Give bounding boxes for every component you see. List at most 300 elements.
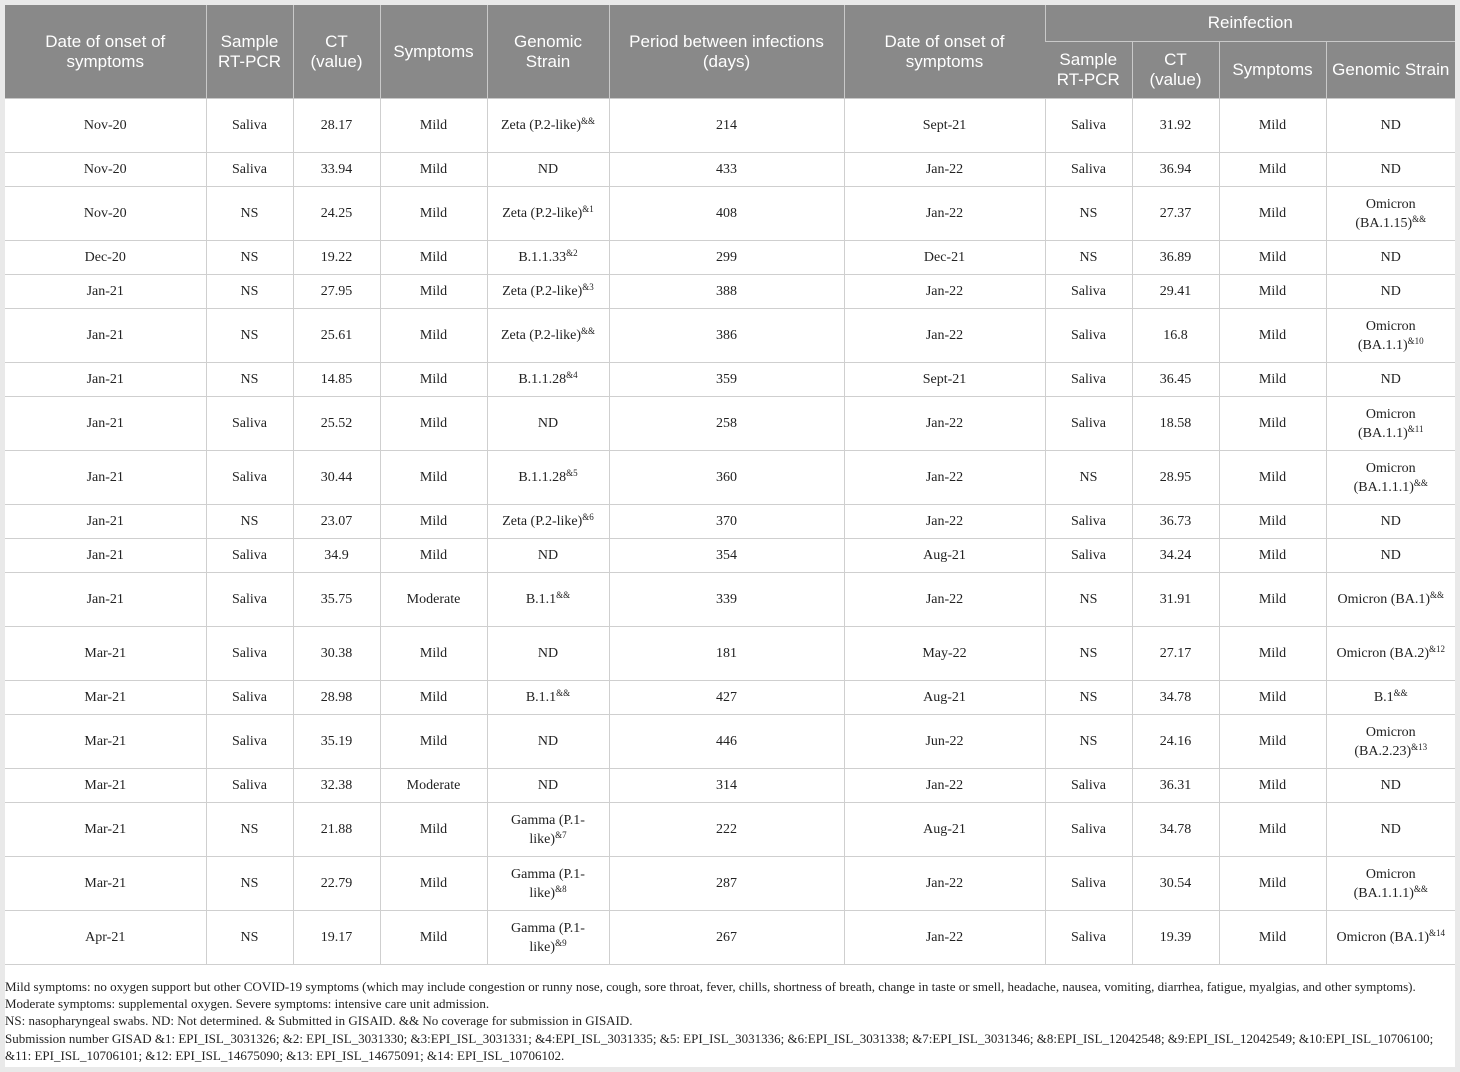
cell-reinfection-symptoms-text: Mild [1258,548,1287,563]
cell-ct [293,397,380,451]
cell-ct-text: 35.19 [320,734,353,749]
table-row [5,681,1455,715]
cell-reinfection-date-onset [844,681,1045,715]
footnote-marker: &13 [1411,741,1428,752]
cell-genomic-strain-text: ND [537,162,559,177]
cell-genomic-strain [487,681,609,715]
cell-reinfection-ct-text: 24.16 [1159,734,1192,749]
cell-reinfection-date-onset-text: Jan-22 [925,592,964,607]
cell-ct [293,715,380,769]
cell-symptoms [380,681,487,715]
cell-sample-text: Saliva [232,734,267,749]
cell-symptoms-text: Mild [419,118,448,133]
cell-reinfection-sample-text: Saliva [1071,372,1106,387]
cell-reinfection-symptoms-text: Mild [1258,690,1287,705]
cell-sample [206,539,293,573]
cell-reinfection-symptoms [1219,505,1326,539]
cell-reinfection-ct [1132,275,1219,309]
cell-period-days [609,241,844,275]
cell-ct-text: 23.07 [320,514,353,529]
cell-reinfection-strain-text: ND [1380,548,1401,563]
cell-reinfection-symptoms [1219,627,1326,681]
cell-symptoms [380,573,487,627]
cell-reinfection-sample-text: NS [1079,206,1098,221]
cell-genomic-strain [487,505,609,539]
cell-ct-text: 19.17 [320,930,353,945]
cell-ct [293,363,380,397]
cell-reinfection-symptoms-text: Mild [1258,470,1287,485]
cell-genomic-strain [487,627,609,681]
cell-reinfection-symptoms-text: Mild [1258,328,1287,343]
cell-symptoms [380,241,487,275]
cell-reinfection-sample [1045,397,1132,451]
footnote-marker: && [581,116,596,126]
cell-date-onset-text: Mar-21 [84,822,127,837]
cell-reinfection-strain [1326,397,1455,451]
cell-period-days [609,153,844,187]
cell-genomic-strain-text: Zeta (P.2-like) [502,284,583,299]
cell-symptoms-text: Mild [419,470,448,485]
cell-ct [293,99,380,153]
col-header-symptoms: Symptoms [380,5,487,99]
table-row [5,505,1455,539]
cell-reinfection-strain-text: B.1 [1373,690,1394,705]
cell-symptoms [380,451,487,505]
cell-reinfection-sample [1045,627,1132,681]
cell-sample-text: Saliva [232,778,267,793]
table-row [5,99,1455,153]
cell-symptoms-text: Mild [419,372,448,387]
cell-reinfection-strain [1326,681,1455,715]
cell-reinfection-symptoms [1219,275,1326,309]
cell-reinfection-strain-text: Omicron (BA.1.15) [1355,196,1416,231]
footnote-marker: &6 [582,512,594,522]
cell-genomic-strain [487,397,609,451]
col-header-date-onset: Date of onset of symptoms [5,5,206,99]
cell-genomic-strain-text: Gamma (P.1-like) [511,812,585,847]
cell-reinfection-symptoms [1219,681,1326,715]
cell-reinfection-strain [1326,857,1455,911]
cell-reinfection-ct [1132,681,1219,715]
cell-ct-text: 21.88 [320,822,353,837]
cell-reinfection-date-onset [844,857,1045,911]
cell-reinfection-date-onset-text: Jan-22 [925,328,964,343]
cell-reinfection-date-onset-text: Jan-22 [925,206,964,221]
cell-sample [206,857,293,911]
cell-reinfection-date-onset [844,769,1045,803]
cell-reinfection-sample-text: Saliva [1071,876,1106,891]
cell-reinfection-date-onset-text: Jan-22 [925,470,964,485]
cell-reinfection-date-onset-text: Jan-22 [925,876,964,891]
cell-reinfection-ct-text: 36.94 [1159,162,1192,177]
cell-reinfection-strain [1326,505,1455,539]
cell-sample-text: Saliva [232,592,267,607]
cell-symptoms-text: Mild [419,930,448,945]
cell-reinfection-date-onset-text: Jun-22 [925,734,964,749]
cell-sample-text: Saliva [232,646,267,661]
cell-sample-text: Saliva [232,548,267,563]
footnote-marker: &10 [1407,335,1424,346]
cell-sample [206,715,293,769]
cell-reinfection-ct [1132,153,1219,187]
cell-symptoms-text: Mild [419,690,448,705]
cell-reinfection-ct-text: 16.8 [1163,328,1188,343]
col-header-ct: CT (value) [293,5,380,99]
cell-reinfection-symptoms [1219,803,1326,857]
cell-reinfection-symptoms [1219,363,1326,397]
cell-period-days-text: 287 [716,876,737,891]
cell-sample-text: Saliva [232,470,267,485]
cell-symptoms-text: Mild [419,734,448,749]
cell-reinfection-strain [1326,451,1455,505]
cell-genomic-strain [487,857,609,911]
cell-reinfection-ct-text: 31.92 [1159,118,1192,133]
cell-reinfection-symptoms-text: Mild [1258,930,1287,945]
cell-sample-text: NS [240,930,259,945]
cell-ct [293,451,380,505]
cell-symptoms-text: Mild [419,822,448,837]
cell-reinfection-date-onset-text: Aug-21 [923,690,966,705]
cell-sample [206,627,293,681]
cell-genomic-strain-text: ND [537,416,559,431]
cell-date-onset-text: Jan-21 [86,592,124,607]
cell-reinfection-ct-text: 36.45 [1159,372,1192,387]
cell-reinfection-strain-text: ND [1380,162,1401,177]
cell-reinfection-symptoms [1219,911,1326,965]
cell-ct [293,539,380,573]
cell-reinfection-date-onset-text: Aug-21 [923,548,966,563]
cell-reinfection-symptoms [1219,309,1326,363]
cell-reinfection-ct-text: 28.95 [1159,470,1192,485]
cell-genomic-strain-text: B.1.1 [525,690,557,705]
cell-date-onset-text: Jan-21 [86,548,124,563]
cell-ct-text: 34.9 [324,548,349,563]
table-row [5,715,1455,769]
cell-reinfection-ct [1132,911,1219,965]
cell-period-days [609,275,844,309]
cell-reinfection-ct-text: 30.54 [1159,876,1192,891]
cell-symptoms [380,397,487,451]
cell-ct [293,309,380,363]
cell-period-days-text: 427 [716,690,737,705]
cell-reinfection-date-onset [844,505,1045,539]
cell-genomic-strain [487,803,609,857]
cell-date-onset-text: Nov-20 [83,118,127,133]
cell-sample [206,153,293,187]
footnote-marker: &8 [555,883,567,894]
cell-period-days [609,627,844,681]
cell-reinfection-sample [1045,539,1132,573]
cell-date-onset [5,309,206,363]
cell-reinfection-sample [1045,275,1132,309]
table-row [5,627,1455,681]
cell-reinfection-strain [1326,573,1455,627]
table-row [5,187,1455,241]
footnote-marker: &9 [555,937,567,948]
cell-reinfection-strain [1326,715,1455,769]
cell-ct [293,187,380,241]
cell-reinfection-date-onset [844,363,1045,397]
cell-genomic-strain [487,309,609,363]
cell-reinfection-strain-text: ND [1380,514,1401,529]
cell-reinfection-sample-text: NS [1079,250,1098,265]
cell-symptoms-text: Mild [419,250,448,265]
cell-sample [206,911,293,965]
table-footnotes [5,978,1455,1064]
cell-date-onset [5,397,206,451]
cell-reinfection-strain [1326,539,1455,573]
cell-reinfection-date-onset [844,715,1045,769]
cell-reinfection-strain-text: Omicron (BA.1.1.1) [1353,866,1416,901]
cell-genomic-strain-text: ND [537,734,559,749]
cell-ct [293,769,380,803]
cell-reinfection-date-onset [844,451,1045,505]
cell-date-onset-text: Nov-20 [83,162,127,177]
cell-period-days [609,397,844,451]
cell-reinfection-sample-text: Saliva [1071,162,1106,177]
table-row [5,153,1455,187]
cell-reinfection-sample [1045,681,1132,715]
cell-reinfection-strain [1326,911,1455,965]
cell-sample [206,363,293,397]
col-group-reinfection: Reinfection [1045,5,1455,42]
cell-sample-text: Saliva [232,416,267,431]
cell-genomic-strain-text: Gamma (P.1-like) [511,866,585,901]
cell-symptoms [380,99,487,153]
cell-reinfection-ct-text: 34.78 [1159,822,1192,837]
cell-reinfection-strain-text: ND [1380,778,1401,793]
cell-reinfection-ct [1132,99,1219,153]
cell-period-days-text: 386 [716,328,737,343]
cell-date-onset-text: Jan-21 [86,328,124,343]
cell-ct [293,911,380,965]
cell-reinfection-symptoms-text: Mild [1258,876,1287,891]
cell-reinfection-strain-text: Omicron (BA.2) [1336,646,1430,661]
cell-period-days-text: 388 [716,284,737,299]
cell-ct-text: 32.38 [320,778,353,793]
cell-ct [293,803,380,857]
cell-date-onset-text: Jan-21 [86,284,124,299]
cell-reinfection-symptoms [1219,397,1326,451]
cell-genomic-strain [487,715,609,769]
table-row [5,803,1455,857]
cell-date-onset-text: Dec-20 [84,250,126,265]
cell-date-onset [5,539,206,573]
cell-date-onset [5,573,206,627]
cell-period-days [609,451,844,505]
cell-symptoms [380,769,487,803]
cell-reinfection-symptoms-text: Mild [1258,646,1287,661]
cell-genomic-strain-text: Gamma (P.1-like) [511,920,585,955]
cell-reinfection-symptoms [1219,153,1326,187]
cell-period-days [609,539,844,573]
col-header-reinfection-symptoms: Symptoms [1219,42,1326,99]
cell-reinfection-symptoms [1219,241,1326,275]
cell-reinfection-ct [1132,309,1219,363]
cell-sample-text: Saliva [232,118,267,133]
cell-reinfection-symptoms [1219,573,1326,627]
cell-reinfection-strain-text: Omicron (BA.1) [1337,592,1431,607]
footnote-marker: && [1413,883,1428,894]
cell-symptoms-text: Mild [419,514,448,529]
cell-ct-text: 14.85 [320,372,353,387]
cell-reinfection-symptoms [1219,539,1326,573]
table-header [5,5,1455,99]
cell-reinfection-sample-text: Saliva [1071,930,1106,945]
cell-symptoms-text: Mild [419,876,448,891]
footnote-marker: &5 [566,468,578,478]
cell-reinfection-date-onset-text: Jan-22 [925,778,964,793]
cell-ct-text: 28.98 [320,690,353,705]
cell-sample-text: NS [240,206,259,221]
cell-reinfection-date-onset-text: Dec-21 [923,250,966,265]
cell-ct-text: 28.17 [320,118,353,133]
cell-genomic-strain-text: Zeta (P.2-like) [502,206,583,221]
cell-period-days-text: 339 [716,592,737,607]
cell-reinfection-sample-text: Saliva [1071,514,1106,529]
cell-reinfection-symptoms-text: Mild [1258,514,1287,529]
cell-reinfection-symptoms-text: Mild [1258,118,1287,133]
footnote-marker: &7 [555,829,567,840]
cell-period-days-text: 370 [716,514,737,529]
cell-reinfection-ct-text: 31.91 [1159,592,1192,607]
footnote: Moderate symptoms: supplemental oxygen. Severe symptoms: intensive care unit admission. [5,996,490,1012]
cell-ct [293,681,380,715]
cell-sample [206,681,293,715]
cell-reinfection-ct-text: 36.31 [1159,778,1192,793]
cell-reinfection-strain [1326,627,1455,681]
cell-reinfection-sample-text: Saliva [1071,416,1106,431]
cell-period-days-text: 181 [716,646,737,661]
cell-reinfection-date-onset [844,309,1045,363]
table-row [5,539,1455,573]
cell-period-days-text: 433 [716,162,737,177]
cell-ct-text: 35.75 [320,592,353,607]
cell-date-onset [5,451,206,505]
cell-reinfection-date-onset [844,573,1045,627]
cell-sample [206,275,293,309]
cell-period-days-text: 314 [716,778,737,793]
cell-reinfection-symptoms [1219,769,1326,803]
cell-reinfection-strain-text: Omicron (BA.1.1) [1357,318,1416,353]
cell-reinfection-ct [1132,803,1219,857]
cell-reinfection-date-onset [844,627,1045,681]
cell-period-days [609,363,844,397]
cell-date-onset [5,153,206,187]
cell-sample-text: NS [240,328,259,343]
cell-symptoms [380,715,487,769]
cell-reinfection-symptoms-text: Mild [1258,250,1287,265]
cell-sample-text: NS [240,822,259,837]
cell-symptoms [380,627,487,681]
footnote: NS: nasopharyngeal swabs. ND: Not determined. & Submitted in GISAID. && No coverage for submission in GISAID. [5,1013,633,1029]
cell-symptoms-text: Mild [419,416,448,431]
cell-ct-text: 22.79 [320,876,353,891]
cell-sample-text: NS [240,514,259,529]
cell-reinfection-strain [1326,275,1455,309]
cell-genomic-strain-text: Zeta (P.2-like) [502,514,583,529]
table-row [5,309,1455,363]
cell-symptoms-text: Mild [419,646,448,661]
cell-symptoms-text: Mild [419,162,448,177]
cell-date-onset [5,769,206,803]
cell-reinfection-symptoms-text: Mild [1258,284,1287,299]
cell-reinfection-sample-text: Saliva [1071,328,1106,343]
cell-period-days-text: 222 [716,822,737,837]
cell-sample-text: Saliva [232,690,267,705]
cell-sample [206,803,293,857]
cell-genomic-strain-text: ND [537,548,559,563]
table-row [5,363,1455,397]
cell-symptoms-text: Moderate [406,778,461,793]
cell-reinfection-date-onset-text: Jan-22 [925,284,964,299]
cell-symptoms-text: Moderate [406,592,461,607]
cell-reinfection-strain-text: Omicron (BA.1) [1336,930,1430,945]
cell-reinfection-date-onset [844,153,1045,187]
cell-sample-text: Saliva [232,162,267,177]
cell-symptoms [380,857,487,911]
cell-symptoms [380,275,487,309]
cell-genomic-strain-text: ND [537,646,559,661]
table-row [5,397,1455,451]
cell-reinfection-strain-text: Omicron (BA.1.1.1) [1353,460,1416,495]
cell-reinfection-ct [1132,397,1219,451]
cell-reinfection-date-onset [844,803,1045,857]
footnote-marker: &1 [582,204,594,214]
cell-sample [206,505,293,539]
footnote-marker: &2 [566,248,578,258]
cell-reinfection-sample-text: Saliva [1071,778,1106,793]
cell-reinfection-date-onset [844,539,1045,573]
cell-date-onset [5,627,206,681]
cell-date-onset-text: Mar-21 [84,778,127,793]
col-header-genomic-strain: Genomic Strain [487,5,609,99]
cell-reinfection-sample [1045,187,1132,241]
cell-symptoms-text: Mild [419,284,448,299]
cell-reinfection-ct [1132,573,1219,627]
cell-period-days-text: 258 [716,416,737,431]
cell-reinfection-symptoms-text: Mild [1258,372,1287,387]
cell-reinfection-ct [1132,363,1219,397]
cell-date-onset [5,505,206,539]
cell-reinfection-ct-text: 19.39 [1159,930,1192,945]
cell-genomic-strain [487,911,609,965]
cell-genomic-strain [487,451,609,505]
cell-reinfection-date-onset-text: Sept-21 [922,118,967,133]
cell-sample [206,451,293,505]
cell-sample [206,397,293,451]
cell-reinfection-strain [1326,187,1455,241]
cell-ct-text: 25.61 [320,328,353,343]
cell-reinfection-date-onset-text: Jan-22 [925,514,964,529]
cell-period-days [609,681,844,715]
cell-date-onset [5,363,206,397]
cell-reinfection-symptoms-text: Mild [1258,592,1287,607]
cell-ct-text: 30.38 [320,646,353,661]
cell-period-days [609,187,844,241]
cell-symptoms-text: Mild [419,328,448,343]
cell-reinfection-sample-text: NS [1079,470,1098,485]
cell-reinfection-sample-text: Saliva [1071,118,1106,133]
cell-reinfection-strain [1326,153,1455,187]
cell-reinfection-strain-text: ND [1380,118,1401,133]
footnote-marker: &4 [566,370,578,380]
cell-reinfection-strain [1326,241,1455,275]
cell-period-days-text: 359 [716,372,737,387]
cell-date-onset [5,187,206,241]
cell-reinfection-strain [1326,769,1455,803]
cell-symptoms [380,505,487,539]
